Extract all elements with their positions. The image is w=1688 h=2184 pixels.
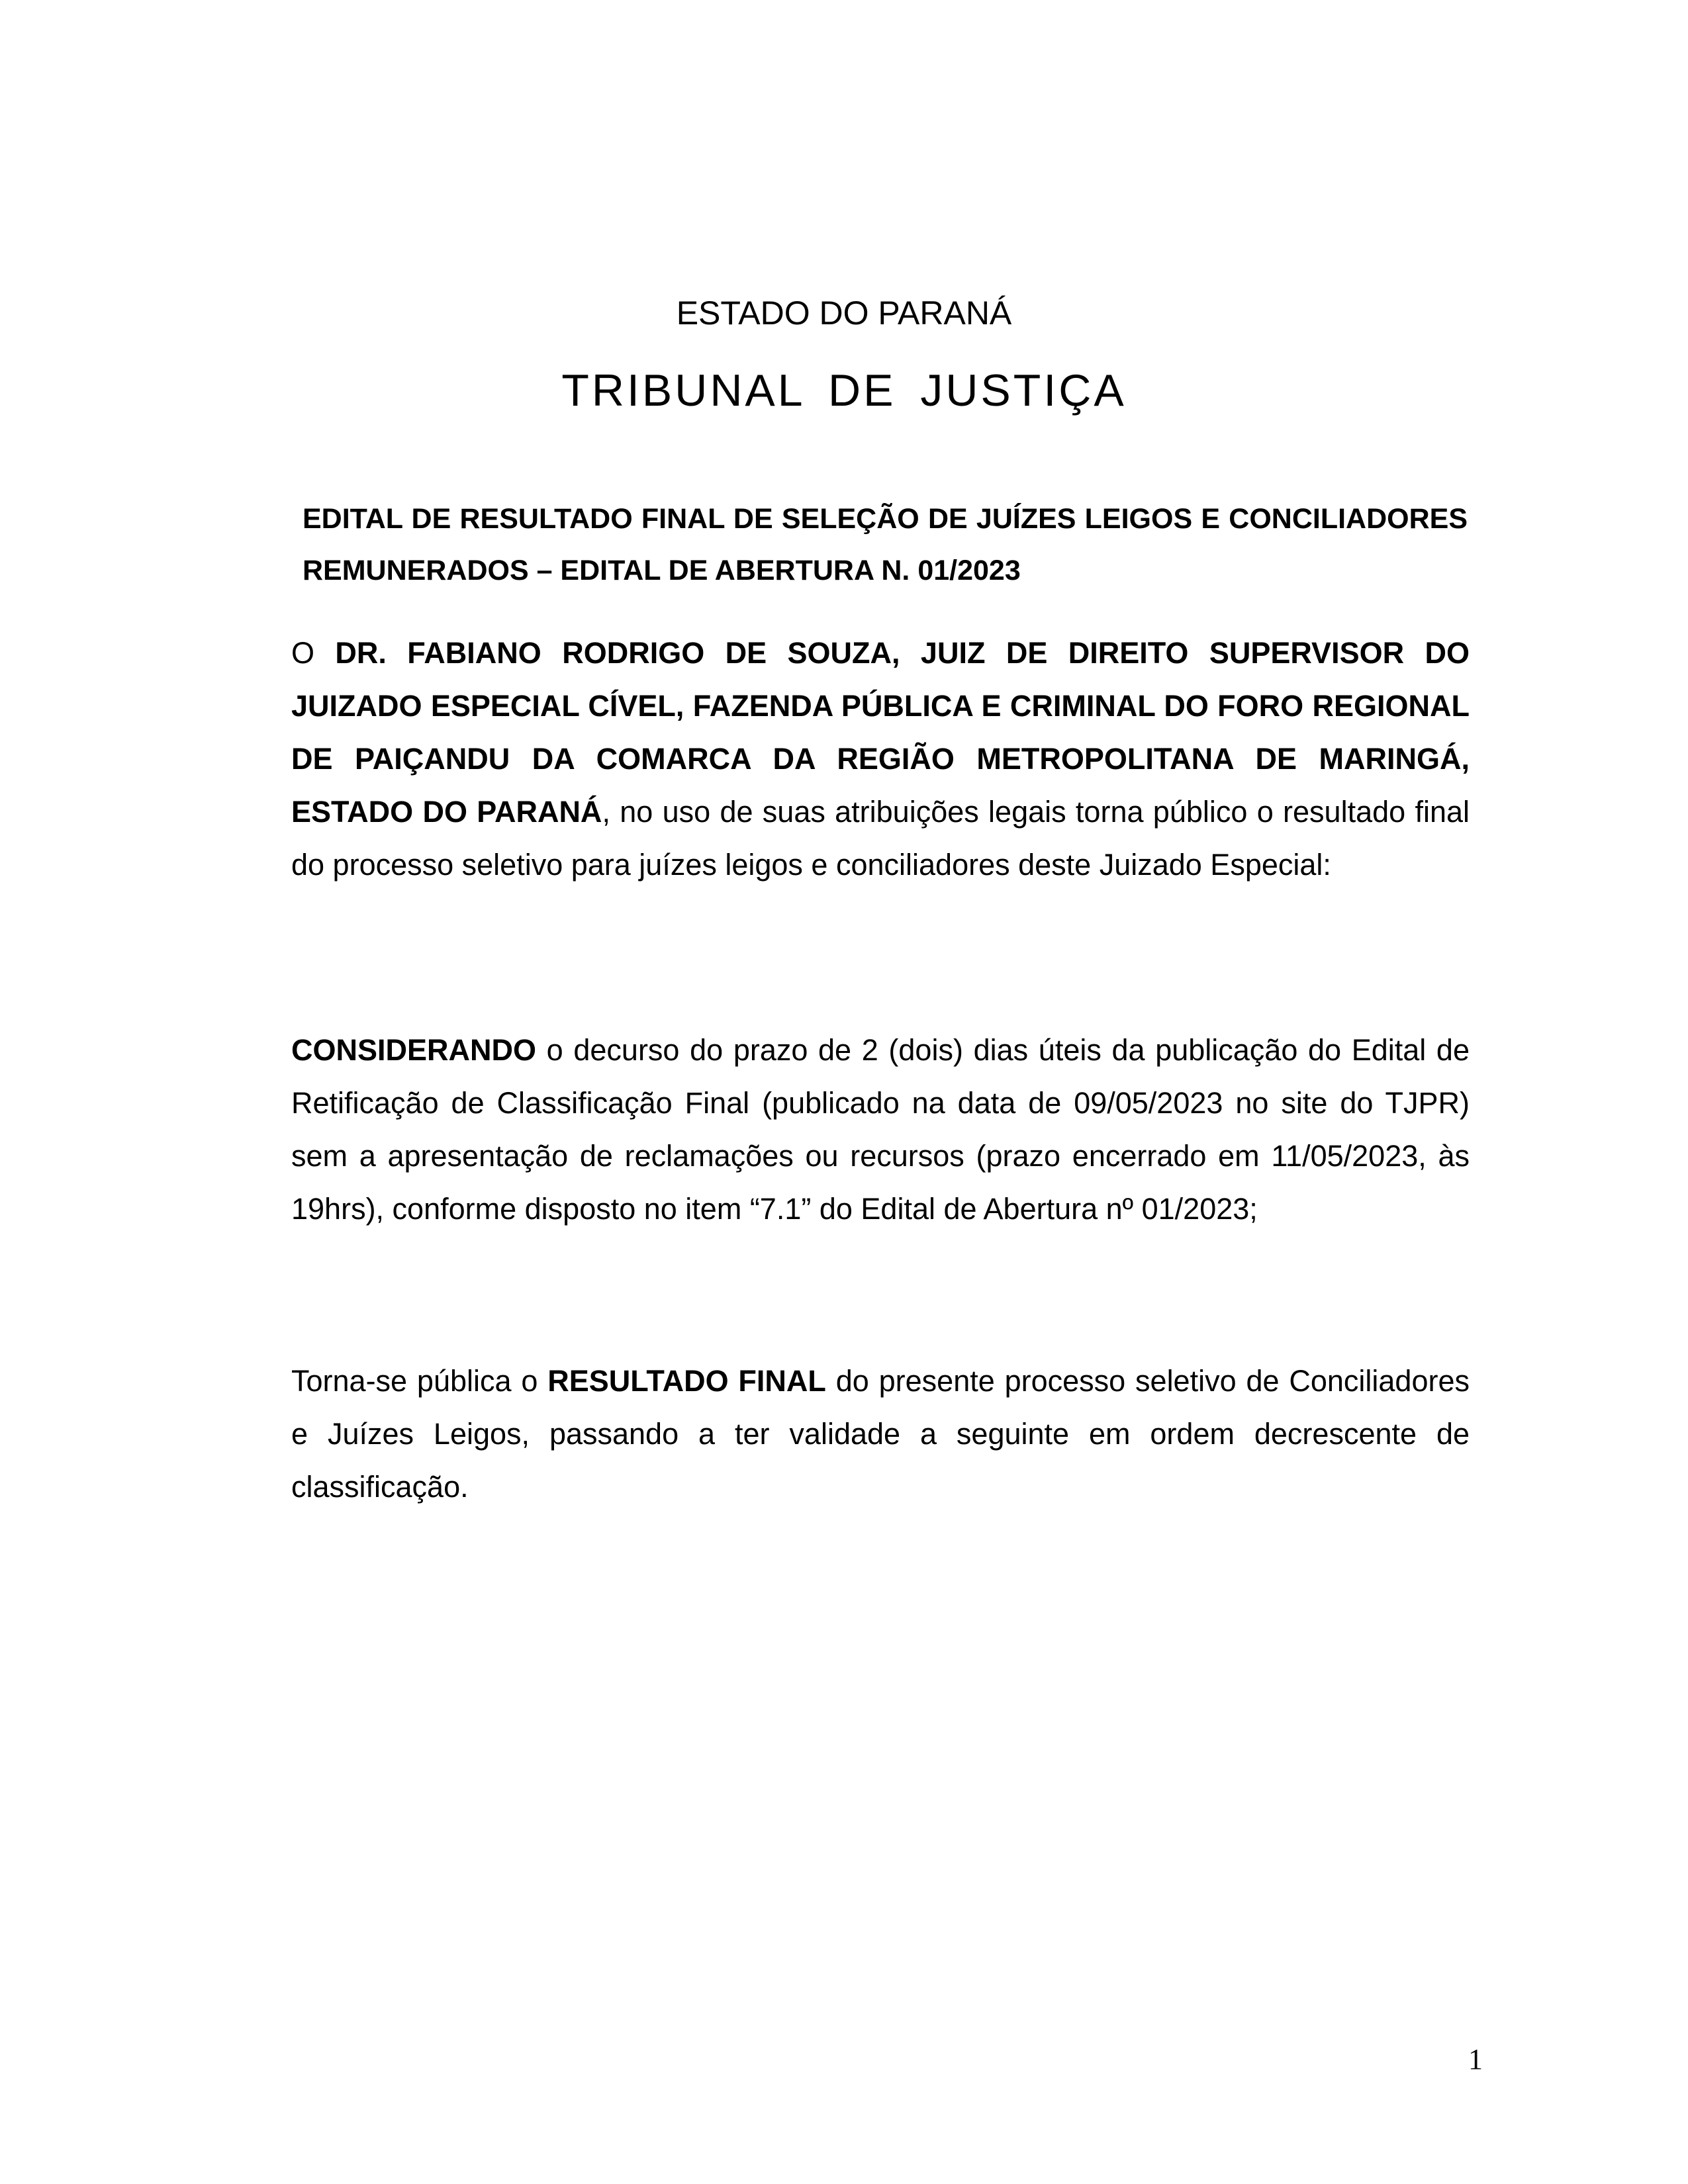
- paragraph-considerando-rest: o decurso do prazo de 2 (dois) dias úteis da publicação do Edital de Retificação de Classificação Final (publicado na data de 09/05/2023 no site do TJPR) sem a apresentação de reclamações ou recursos (prazo encerrado em 11/05/2023, às 19hrs), conforme disposto no item “7.1” do Edital de Abertura nº 01/2023;: [291, 1033, 1470, 1226]
- page-number: 1: [1468, 2043, 1483, 2075]
- paragraph-intro: [291, 627, 1470, 891]
- paragraph-resultado-prefix: Torna-se pública o: [291, 1364, 548, 1398]
- paragraph-considerando-bold: CONSIDERANDO: [291, 1033, 537, 1067]
- header-court: TRIBUNAL DE JUSTIÇA: [561, 365, 1127, 416]
- header-state: ESTADO DO PARANÁ: [676, 295, 1012, 332]
- edital-title: EDITAL DE RESULTADO FINAL DE SELEÇÃO DE JUÍZES LEIGOS E CONCILIADORES REMUNERADOS – EDITAL DE ABERTURA N. 01/2023: [303, 503, 1468, 586]
- paragraph-intro-rest: , no uso de suas atribuições legais torna público o resultado final do processo seletivo para juízes leigos e conciliadores deste Juizado Especial:: [291, 795, 1470, 882]
- paragraph-intro-prefix: O: [291, 636, 336, 670]
- paragraph-intro-bold: DR. FABIANO RODRIGO DE SOUZA, JUIZ DE DIREITO SUPERVISOR DO JUIZADO ESPECIAL CÍVEL, FAZENDA PÚBLICA E CRIMINAL DO FORO REGIONAL DE PAIÇANDU DA COMARCA DA REGIÃO METROPOLITANA DE MARINGÁ, ESTADO DO PARANÁ: [291, 636, 1470, 829]
- paragraph-resultado-bold: RESULTADO FINAL: [547, 1364, 826, 1398]
- paragraph-resultado: [291, 1355, 1470, 1514]
- paragraph-considerando: [291, 1024, 1470, 1236]
- paragraph-resultado-rest: do presente processo seletivo de Conciliadores e Juízes Leigos, passando a ter validade a seguinte em ordem decrescente de classificação.: [291, 1364, 1470, 1504]
